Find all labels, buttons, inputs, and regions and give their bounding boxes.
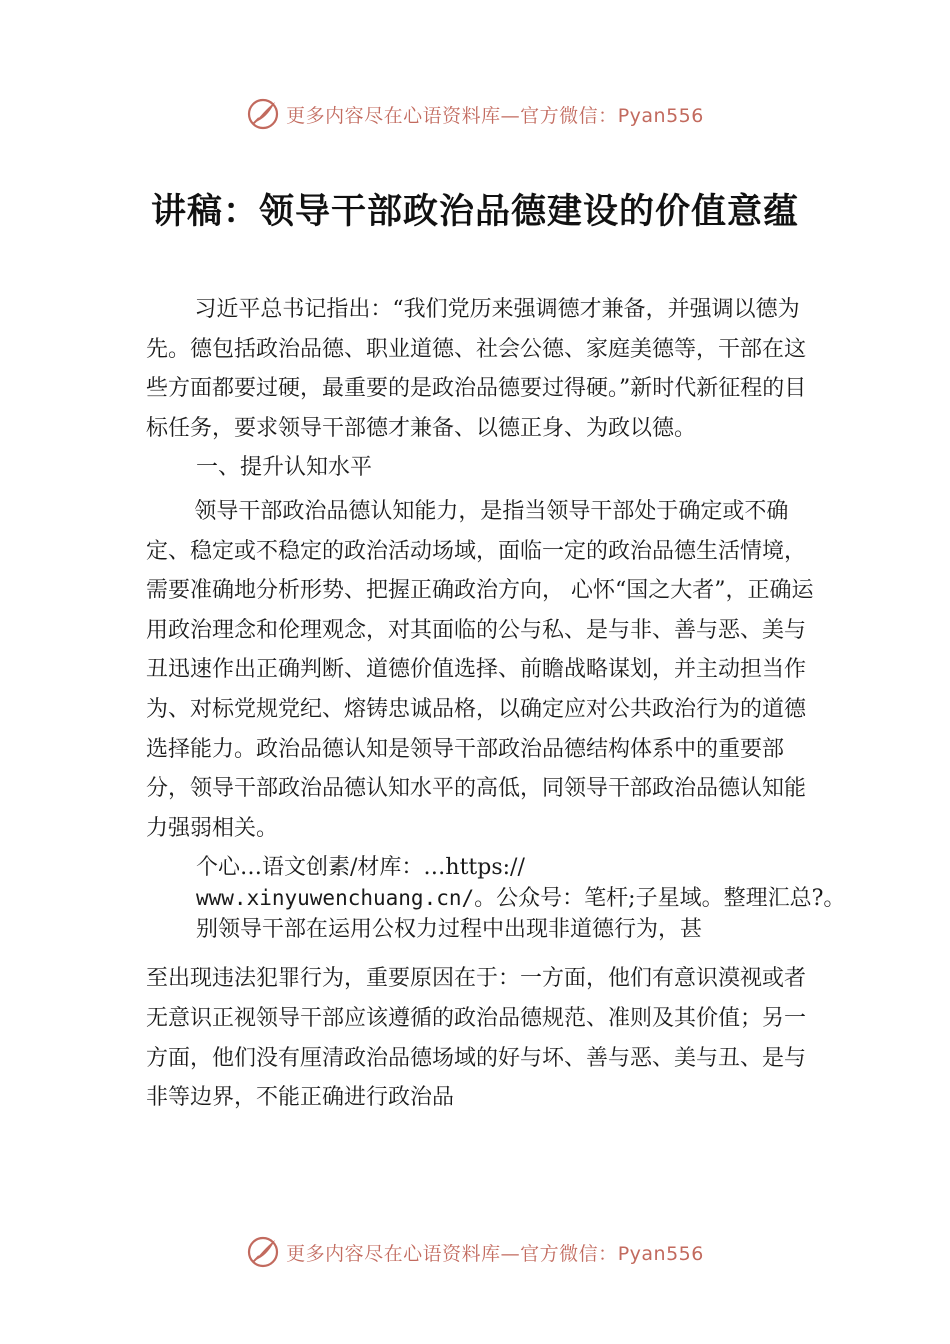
banner-dash: — xyxy=(500,104,521,127)
banner-site-name: 更多内容尽在心语资料库 xyxy=(286,104,501,127)
footer-dash: — xyxy=(500,1242,521,1265)
header-banner xyxy=(0,94,950,134)
document-title: 讲稿：领导干部政治品德建设的价值意蕴 xyxy=(150,191,799,232)
note-url: www.xinyuwenchuang.cn/ xyxy=(196,886,475,911)
paragraph-cognition: 领导干部政治品德认知能力，是指当领导干部处于确定或不确定、稳定或不稳定的政治活动场域，面临一定的政治品德生活情境，需要准确地分析形势、把握正确政治方向， 心怀“国之大者”，正确运用政治理念和伦理观念，对其面临的公与私、是与非、善与恶、美与丑迅速作出正确判断、道德价值选择、前瞻战略谋划，并主动担当作为、对标党规党纪、熔铸忠诚品格，以确定应对公共政治行为的道德选择能力。政治品德认知是领导干部政治品德结构体系中的重要部分，领导干部政治品德认知水平的高低，同领导干部政治品德认知能力强弱相关。 xyxy=(146,498,814,841)
footer-banner xyxy=(0,1232,950,1272)
footer-site-name: 更多内容尽在心语资料库 xyxy=(286,1242,501,1265)
document-body xyxy=(146,290,846,1118)
footer-wechat-id: Pyan556 xyxy=(617,1242,704,1265)
banner-text xyxy=(286,101,704,128)
section-heading-1: 一、提升认知水平 xyxy=(196,455,373,481)
paragraph-watermark-note xyxy=(196,852,846,945)
footer-wechat-label: 官方微信： xyxy=(520,1242,618,1265)
paragraph-intro: 习近平总书记指出：“我们党历来强调德才兼备，并强调以德为先。德包括政治品德、职业道德、社会公德、家庭美德等，干部在这些方面都要过硬，最重要的是政治品德要过得硬。”新时代新征程的目标任务，要求领导干部德才兼备、以德正身、为政以德。 xyxy=(146,297,807,441)
quill-logo-icon xyxy=(246,97,280,131)
note-part-a: 个心…语文创素/材库：…https:// xyxy=(196,855,525,881)
banner-wechat-label: 官方微信： xyxy=(520,104,618,127)
quill-logo-icon xyxy=(246,1235,280,1269)
note-part-c: 。公众号：笔杆;子星域。整理汇总?。别领导干部在运用公权力过程中出现非道德行为，甚 xyxy=(196,886,846,943)
banner-wechat-id: Pyan556 xyxy=(617,104,704,127)
paragraph-continuation: 至出现违法犯罪行为，重要原因在于：一方面，他们有意识漠视或者无意识正视领导干部应该遵循的政治品德规范、准则及其价值；另一方面，他们没有厘清政治品德场域的好与坏、善与恶、美与丑、是与非等边界，不能正确进行政治品 xyxy=(146,966,807,1111)
banner-text-footer xyxy=(286,1239,704,1266)
